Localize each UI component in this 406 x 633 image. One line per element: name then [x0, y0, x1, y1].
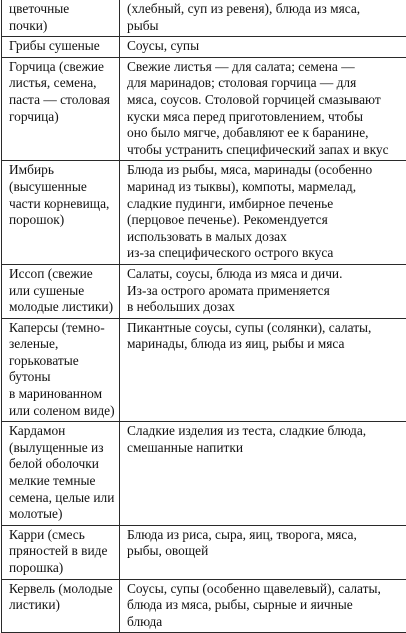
spice-name-line: части корневища,	[9, 196, 115, 213]
table-row	[2, 161, 406, 265]
usage-line: смешанные напитки	[127, 440, 406, 457]
spice-name-line: Горчица (свежие	[9, 59, 115, 76]
usage-line: для маринадов; столовая горчица — для	[127, 75, 406, 92]
spice-name-cell	[2, 318, 120, 422]
usage-line: блюда	[127, 614, 406, 631]
usage-line: Соусы, супы	[127, 38, 406, 55]
usage-cell	[120, 161, 406, 265]
spice-name-line: Иссоп (свежие	[9, 266, 115, 283]
usage-line: оно было мягче, добавляют ее к баранине,	[127, 125, 406, 142]
spice-name-line: в маринованном	[9, 386, 115, 403]
usage-line: Из-за острого аромата применяется	[127, 283, 406, 300]
table-row	[2, 579, 406, 633]
spice-name-cell	[2, 264, 120, 318]
spice-name-line: семена, целые или	[9, 490, 115, 507]
table-row	[2, 264, 406, 318]
spice-name-cell	[2, 422, 120, 526]
usage-cell	[120, 57, 406, 161]
usage-line: сладкие пудинги, имбирное печенье	[127, 196, 406, 213]
spice-name-line: (высушенные	[9, 179, 115, 196]
spice-name-line: молотые)	[9, 506, 115, 523]
usage-line: Пикантные соусы, супы (солянки), салаты,	[127, 320, 406, 337]
table-row	[2, 422, 406, 526]
spice-name-cell	[2, 37, 120, 58]
spice-name-cell	[2, 57, 120, 161]
spice-name-line: или сушеные	[9, 283, 115, 300]
usage-line: мяса, соусов. Столовой горчицей смазывают	[127, 92, 406, 109]
spice-name-line: горьковатые	[9, 353, 115, 370]
spice-name-cell	[2, 0, 120, 37]
spice-name-line: порошок)	[9, 212, 115, 229]
spice-name-line: почки)	[9, 18, 115, 35]
usage-line: Блюда из рыбы, мяса, маринады (особенно	[127, 162, 406, 179]
spice-name-line: паста — столовая	[9, 92, 115, 109]
usage-line: куски мяса перед приготовлением, чтобы	[127, 109, 406, 126]
usage-line: из-за специфического острого вкуса	[127, 245, 406, 262]
usage-line: Соусы, супы (особенно щавелевый), салаты,	[127, 581, 406, 598]
spice-name-line: мелкие темные	[9, 473, 115, 490]
usage-line: рыбы, овощей	[127, 543, 406, 560]
usage-line: маринад из тыквы), компоты, мармелад,	[127, 179, 406, 196]
usage-line: Сладкие изделия из теста, сладкие блюда,	[127, 423, 406, 440]
spice-name-line: (вылущенные из	[9, 440, 115, 457]
spice-name-line: пряностей в виде	[9, 543, 115, 560]
spice-name-line: Каперсы (темно-	[9, 320, 115, 337]
usage-line: использовать в малых дозах	[127, 229, 406, 246]
usage-line: маринады, блюда из яиц, рыбы и мяса	[127, 336, 406, 353]
table-row	[2, 525, 406, 579]
usage-line: чтобы устранить специфический запах и вкус	[127, 142, 406, 159]
spice-name-line: горчица)	[9, 109, 115, 126]
spice-name-cell	[2, 525, 120, 579]
usage-cell	[120, 318, 406, 422]
usage-line: в небольших дозах	[127, 299, 406, 316]
table-body	[2, 0, 406, 633]
spice-name-line: порошка)	[9, 560, 115, 577]
usage-line: (хлебный, суп из ревеня), блюда из мяса,	[127, 1, 406, 18]
table-row	[2, 318, 406, 422]
usage-line: Салаты, соусы, блюда из мяса и дичи.	[127, 266, 406, 283]
spice-name-line: Грибы сушеные	[9, 38, 115, 55]
spice-name-line: листья, семена,	[9, 75, 115, 92]
usage-line: блюда из мяса, рыбы, сырные и яичные	[127, 597, 406, 614]
usage-cell	[120, 264, 406, 318]
spice-name-line: Карри (смесь	[9, 527, 115, 544]
spice-name-line: зеленые,	[9, 336, 115, 353]
usage-line: Блюда из риса, сыра, яиц, творога, мяса,	[127, 527, 406, 544]
spice-name-line: листики)	[9, 597, 115, 614]
usage-cell	[120, 525, 406, 579]
usage-line: (перцовое печенье). Рекомендуется	[127, 212, 406, 229]
table-row	[2, 0, 406, 37]
spice-name-line: цветочные	[9, 1, 115, 18]
spice-name-line: или соленом виде)	[9, 403, 115, 420]
usage-cell	[120, 422, 406, 526]
spice-name-line: молодые листики)	[9, 299, 115, 316]
table-row	[2, 57, 406, 161]
usage-cell	[120, 0, 406, 37]
usage-line: Свежие листья — для салата; семена —	[127, 59, 406, 76]
spice-name-line: Кервель (молодые	[9, 581, 115, 598]
usage-line: рыбы	[127, 18, 406, 35]
usage-cell	[120, 37, 406, 58]
spice-name-cell	[2, 579, 120, 633]
table-row	[2, 37, 406, 58]
spice-name-line: белой оболочки	[9, 456, 115, 473]
spice-name-line: Имбирь	[9, 162, 115, 179]
usage-cell	[120, 579, 406, 633]
spice-name-line: Кардамон	[9, 423, 115, 440]
spice-name-cell	[2, 161, 120, 265]
spice-usage-table	[1, 0, 406, 633]
spice-name-line: бутоны	[9, 369, 115, 386]
